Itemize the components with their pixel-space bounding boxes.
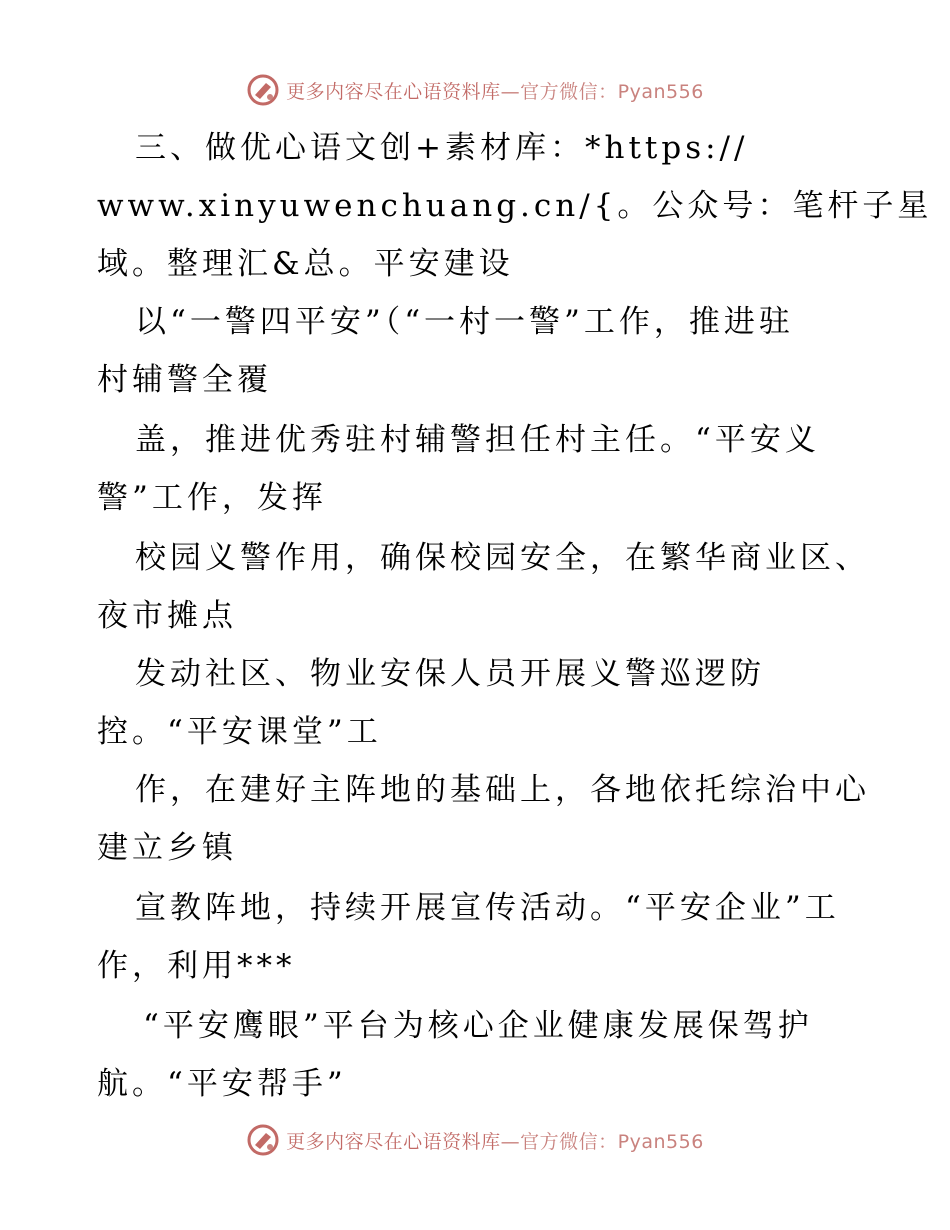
text-line: 村辅警全覆 <box>97 362 272 398</box>
text-line: 盖，推进优秀驻村辅警担任村主任。“平安义 <box>135 422 820 458</box>
text-line: 以“一警四平安”（“一村一警”工作，推进驻 <box>135 304 794 340</box>
watermark-separator: — <box>500 80 521 103</box>
watermark-contact: 官方微信：Pyan556 <box>520 80 704 103</box>
watermark-brand: 更多内容尽在心语资料库 <box>286 80 501 103</box>
text-line: 控。“平安课堂”工 <box>97 714 382 750</box>
text-line: 域。整理汇&总。平安建设 <box>97 246 514 282</box>
text-line: 校园义警作用，确保校园安全，在繁华商业区、 <box>135 540 870 576</box>
watermark-separator: — <box>500 1130 521 1153</box>
text-line: “平安鹰眼”平台为核心企业健康发展保驾护 <box>143 1008 813 1044</box>
brand-logo-icon <box>246 1123 280 1157</box>
text-line: 三、做优心语文创+素材库：*https:// <box>135 130 749 166</box>
watermark-contact: 官方微信：Pyan556 <box>520 1130 704 1153</box>
text-line: 警”工作，发挥 <box>97 480 327 516</box>
text-line: 作，利用*** <box>97 948 296 984</box>
watermark-brand: 更多内容尽在心语资料库 <box>286 1130 501 1153</box>
text-line: 航。“平安帮手” <box>97 1066 347 1102</box>
text-line: 发动社区、物业安保人员开展义警巡逻防 <box>135 656 765 692</box>
text-line: 夜市摊点 <box>97 598 237 634</box>
text-line: 作，在建好主阵地的基础上，各地依托综治中心 <box>135 772 870 808</box>
text-line: 宣教阵地，持续开展宣传活动。“平安企业”工 <box>135 890 840 926</box>
watermark-text <box>286 1127 704 1154</box>
text-line: 建立乡镇 <box>97 830 237 866</box>
footer-watermark <box>0 1120 950 1160</box>
text-line: www.xinyuwenchuang.cn/{。公众号：笔杆子星 <box>97 188 933 224</box>
